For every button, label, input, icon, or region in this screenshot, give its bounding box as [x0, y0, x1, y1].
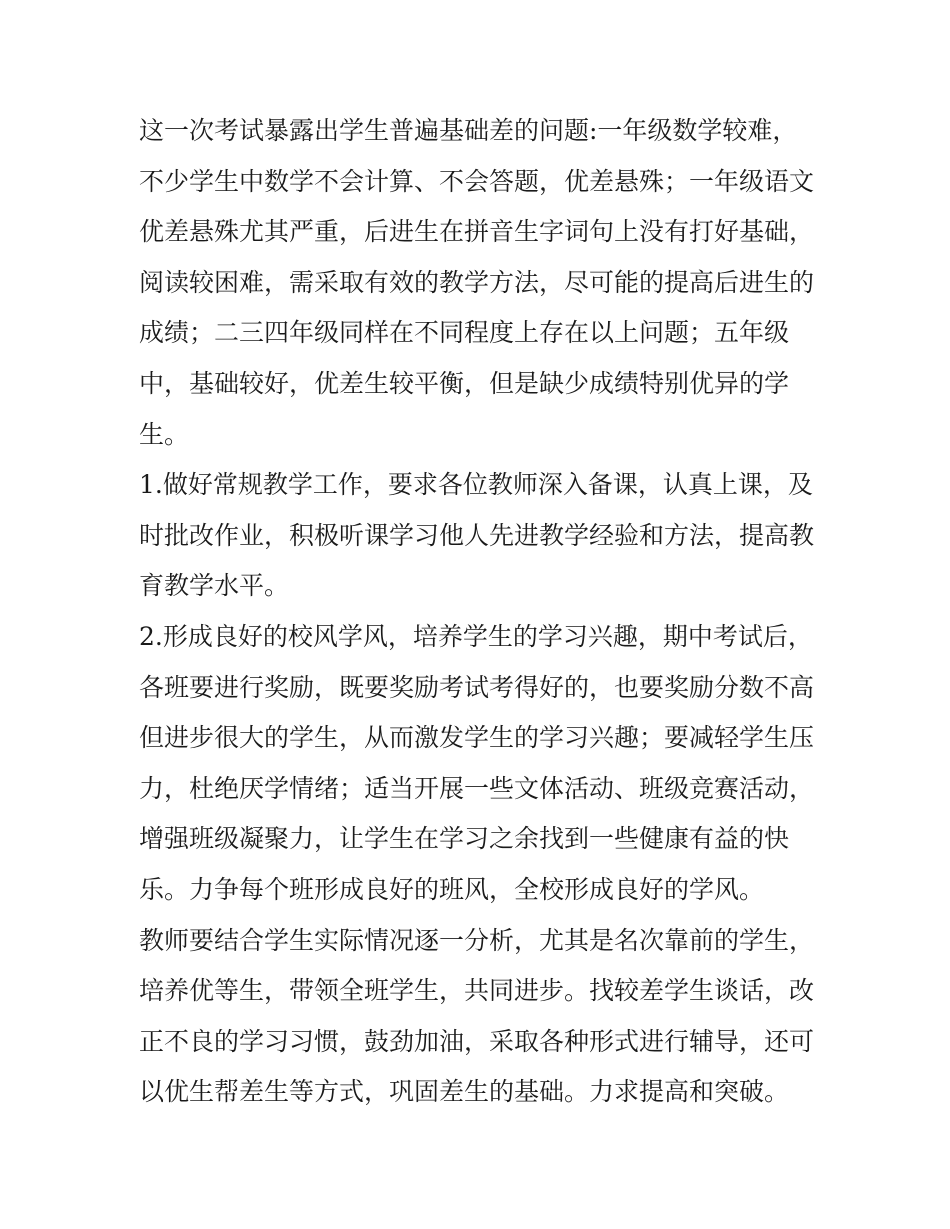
text-line: 力，杜绝厌学情绪；适当开展一些文体活动、班级竞赛活动， [139, 773, 815, 803]
text-line: 生。 [139, 419, 190, 449]
text-line: 育教学水平。 [139, 571, 290, 601]
text-line: 教师要结合学生实际情况逐一分析，尤其是名次靠前的学生， [139, 925, 815, 955]
text-line: 时批改作业，积极听课学习他人先进教学经验和方法，提高教 [139, 520, 815, 550]
text-line: 2.形成良好的校风学风，培养学生的学习兴趣，期中考试后， [139, 621, 813, 651]
text-line: 乐。力争每个班形成良好的班风，全校形成良好的学风。 [139, 874, 765, 904]
text-line: 这一次考试暴露出学生普遍基础差的问题:一年级数学较难， [139, 116, 798, 145]
text-line: 以优生帮差生等方式，巩固差生的基础。力求提高和突破。 [139, 1077, 790, 1107]
text-line: 优差悬殊尤其严重，后进生在拼音生字词句上没有打好基础， [139, 217, 815, 247]
text-line: 但进步很大的学生，从而激发学生的学习兴趣；要减轻学生压 [139, 723, 815, 753]
text-line: 正不良的学习习惯，鼓劲加油，采取各种形式进行辅导，还可 [139, 1026, 815, 1056]
text-line: 培养优等生，带领全班学生，共同进步。找较差学生谈话，改 [139, 976, 815, 1006]
text-line: 1.做好常规教学工作，要求各位教师深入备课，认真上课，及 [139, 470, 813, 500]
text-line: 成绩；二三四年级同样在不同程度上存在以上问题；五年级 [139, 318, 790, 348]
text-line: 阅读较困难，需采取有效的教学方法，尽可能的提高后进生的 [139, 267, 815, 297]
text-line: 不少学生中数学不会计算、不会答题，优差悬殊；一年级语文 [139, 166, 815, 196]
document-body [139, 106, 819, 1118]
text-line: 各班要进行奖励，既要奖励考试考得好的，也要奖励分数不高 [139, 672, 815, 702]
text-line: 增强班级凝聚力，让学生在学习之余找到一些健康有益的快 [139, 824, 790, 854]
text-line: 中，基础较好，优差生较平衡，但是缺少成绩特别优异的学 [139, 368, 790, 398]
